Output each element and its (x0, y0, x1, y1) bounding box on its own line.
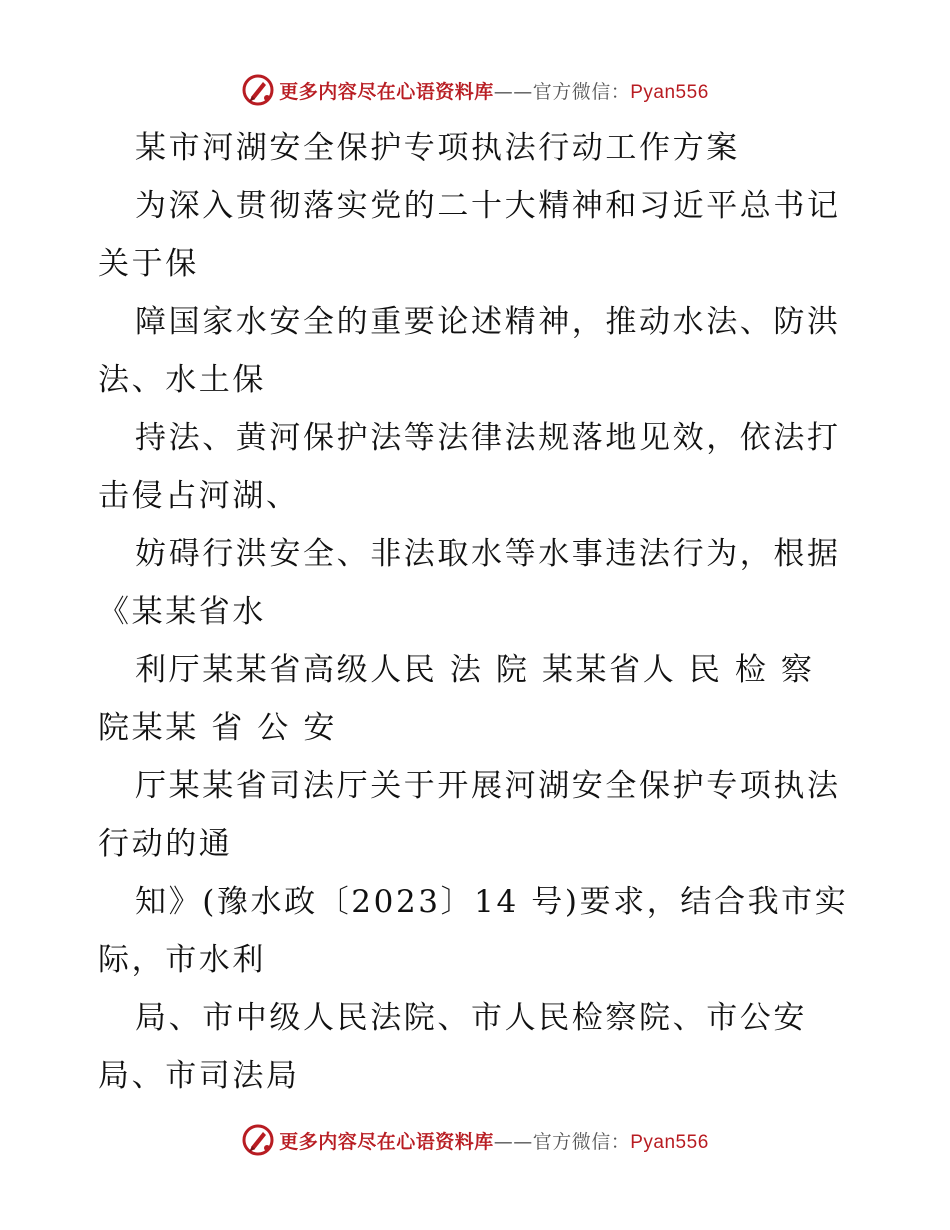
body-line: 局、市司法局 (98, 1058, 300, 1094)
banner-text (279, 1127, 709, 1154)
banner-separator: —— (493, 1130, 533, 1153)
body-line: 际，市水利 (98, 942, 266, 978)
pen-logo-icon (241, 73, 275, 107)
body-line: 持法、黄河保护法等法律法规落地见效，依法打 (135, 420, 841, 456)
body-line: 《某某省水 (98, 594, 266, 630)
banner-site-text: 更多内容尽在心语资料库 (279, 1130, 494, 1153)
body-line: 利厅某某省高级人民 法 院 某某省人 民 检 察 (135, 652, 815, 688)
body-line: 行动的通 (98, 826, 233, 862)
banner-wechat-label: 官方微信： (532, 80, 631, 103)
footer-banner (0, 1120, 950, 1160)
banner-separator: —— (493, 80, 533, 103)
banner-text (279, 77, 709, 104)
body-line: 厅某某省司法厅关于开展河湖安全保护专项执法 (135, 768, 841, 804)
pen-logo-icon (241, 1123, 275, 1157)
header-banner (0, 70, 950, 110)
banner-wechat-label: 官方微信： (532, 1130, 631, 1153)
banner-wechat-id: Pyan556 (630, 81, 709, 103)
document-title: 某市河湖安全保护专项执法行动工作方案 (135, 130, 740, 166)
body-line: 知》(豫水政〔2023〕14 号)要求，结合我市实 (135, 884, 849, 920)
body-line: 院某某 省 公 安 (98, 710, 337, 746)
banner-wechat-id: Pyan556 (630, 1131, 709, 1153)
body-line: 局、市中级人民法院、市人民检察院、市公安 (135, 1000, 807, 1036)
body-line: 关于保 (98, 246, 199, 282)
banner-site-text: 更多内容尽在心语资料库 (279, 80, 494, 103)
body-line: 障国家水安全的重要论述精神，推动水法、防洪 (135, 304, 841, 340)
body-line: 妨碍行洪安全、非法取水等水事违法行为，根据 (135, 536, 841, 572)
body-line: 击侵占河湖、 (98, 478, 300, 514)
body-line: 为深入贯彻落实党的二十大精神和习近平总书记 (135, 188, 841, 224)
body-line: 法、水土保 (98, 362, 266, 398)
